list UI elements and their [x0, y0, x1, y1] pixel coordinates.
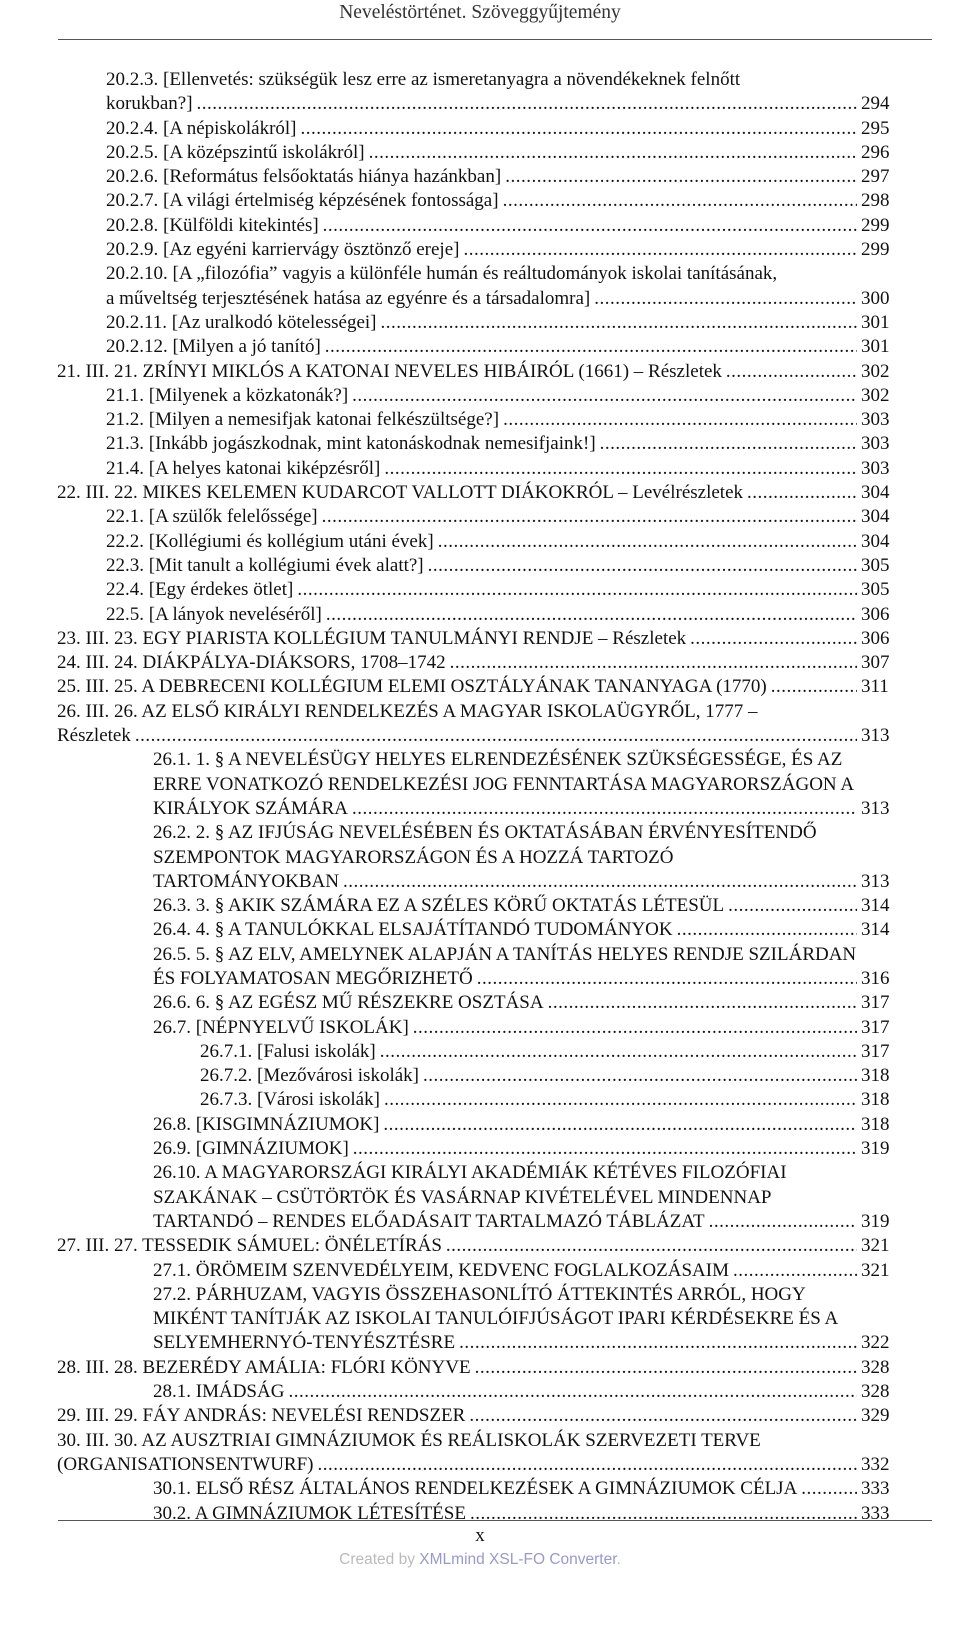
toc-entry-title: 26. III. 26. AZ ELSŐ KIRÁLYI RENDELKEZÉS A MAGYAR ISKOLAÜGYRŐL, 1777 –	[57, 700, 758, 722]
toc-page-number: 317	[861, 992, 890, 1014]
dot-leader	[352, 384, 857, 408]
toc-entry[interactable]	[57, 1137, 907, 1161]
toc-page-number: 321	[861, 1235, 890, 1257]
toc-page-number: 311	[861, 676, 889, 698]
toc-entry-title: 20.2.12. [Milyen a jó tanító]	[106, 336, 321, 358]
toc-entry-title: 20.2.8. [Külföldi kitekintés]	[106, 214, 319, 236]
footer-divider	[58, 1520, 932, 1521]
toc-entry-title: 20.2.10. [A „filozófia” vagyis a különféle humán és reáltudományok iskolai tanításának,	[106, 263, 778, 285]
dot-leader	[297, 578, 857, 602]
toc-entry-title: 20.2.4. [A népiskolákról]	[106, 117, 297, 139]
toc-entry[interactable]	[57, 117, 907, 141]
toc-entry-title: 26.1. 1. § A NEVELÉSÜGY HELYES ELRENDEZÉSÉNEK SZÜKSÉGESSÉGE, ÉS AZ	[153, 749, 843, 771]
toc-page-number: 303	[861, 409, 890, 431]
dot-leader	[323, 214, 857, 238]
dot-leader	[288, 1380, 857, 1404]
toc-entry[interactable]	[57, 1429, 907, 1478]
toc-page-number: 314	[861, 919, 890, 941]
toc-entry-title: (ORGANISATIONSENTWURF)	[57, 1453, 314, 1475]
toc-page-number: 329	[861, 1405, 890, 1427]
toc-page-number: 298	[861, 190, 890, 212]
toc-entry-title: 24. III. 24. DIÁKPÁLYA-DIÁKSORS, 1708–1742	[57, 652, 446, 674]
toc-entry-title: 22.4. [Egy érdekes ötlet]	[106, 579, 294, 601]
toc-page-number: 317	[861, 1016, 890, 1038]
toc-page-number: 306	[861, 603, 890, 625]
toc-page-number: 318	[861, 1089, 890, 1111]
toc-entry-last-line	[153, 1331, 907, 1355]
toc-page-number: 328	[861, 1356, 890, 1378]
toc-entry[interactable]	[57, 578, 907, 602]
toc-entry-last-line	[153, 1210, 907, 1234]
toc-entry[interactable]	[57, 262, 907, 311]
toc-page-number: 318	[861, 1113, 890, 1135]
toc-entry[interactable]	[57, 1040, 907, 1064]
toc-entry[interactable]	[57, 651, 907, 675]
toc-page-number: 301	[861, 311, 890, 333]
dot-leader	[771, 675, 857, 699]
toc-entry-last-line	[153, 967, 907, 991]
toc-entry-title: TARTOMÁNYOKBAN	[153, 870, 339, 892]
toc-entry-title: 25. III. 25. A DEBRECENI KOLLÉGIUM ELEMI OSZTÁLYÁNAK TANANYAGA (1770)	[57, 676, 767, 698]
dot-leader	[747, 481, 857, 505]
toc-entry-title: 20.2.7. [A világi értelmiség képzésének fontossága]	[106, 190, 499, 212]
toc-entry[interactable]	[57, 700, 907, 749]
toc-entry[interactable]	[57, 214, 907, 238]
toc-page-number: 306	[861, 627, 890, 649]
toc-entry-last-line	[153, 870, 907, 894]
toc-page-number: 303	[861, 457, 890, 479]
toc-entry-line	[153, 1283, 907, 1307]
dot-leader	[381, 311, 858, 335]
toc-page-number: 299	[861, 239, 890, 261]
toc-entry-title: 30. III. 30. AZ AUSZTRIAI GIMNÁZIUMOK ÉS REÁLISKOLÁK SZERVEZETI TERVE	[57, 1429, 761, 1451]
dot-leader	[343, 870, 857, 894]
toc-entry-title: 20.2.9. [Az egyéni karriervágy ösztönző ereje]	[106, 239, 460, 261]
dot-leader	[446, 1234, 857, 1258]
credit-suffix: .	[616, 1551, 621, 1568]
toc-entry-title: 26.2. 2. § AZ IFJÚSÁG NEVELÉSÉBEN ÉS OKTATÁSÁBAN ÉRVÉNYESÍTENDŐ	[153, 822, 817, 844]
dot-leader	[801, 1477, 857, 1501]
toc-entry-title: 21.2. [Milyen a nemesifjak katonai felkészültsége?]	[106, 409, 500, 431]
dot-leader	[413, 1016, 857, 1040]
toc-entry[interactable]	[57, 1356, 907, 1380]
dot-leader	[384, 457, 857, 481]
dot-leader	[548, 991, 857, 1015]
toc-page-number: 328	[861, 1381, 890, 1403]
dot-leader	[326, 603, 857, 627]
toc-entry-title: 21.1. [Milyenek a közkatonák?]	[106, 384, 349, 406]
dot-leader	[503, 408, 857, 432]
page-number: x	[475, 1525, 485, 1546]
toc-entry[interactable]	[57, 1064, 907, 1088]
dot-leader	[135, 724, 857, 748]
credit-prefix: Created by	[339, 1551, 420, 1568]
toc-page-number: 317	[861, 1040, 890, 1062]
toc-entry[interactable]	[57, 1404, 907, 1428]
toc-entry-line	[153, 821, 907, 845]
toc-entry[interactable]	[57, 1380, 907, 1404]
dot-leader	[380, 1040, 857, 1064]
toc-entry-line	[57, 700, 907, 724]
toc-entry[interactable]	[57, 821, 907, 894]
toc-entry-title: 21.4. [A helyes katonai kiképzésről]	[106, 457, 381, 479]
toc-entry-last-line	[106, 287, 907, 311]
toc-entry[interactable]	[57, 189, 907, 213]
toc-entry[interactable]	[57, 68, 907, 117]
toc-entry[interactable]	[57, 918, 907, 942]
toc-entry[interactable]	[57, 1088, 907, 1112]
toc-entry-title: 26.9. [GIMNÁZIUMOK]	[153, 1138, 349, 1160]
toc-page-number: 319	[861, 1210, 890, 1232]
dot-leader	[728, 894, 857, 918]
dot-leader	[594, 287, 857, 311]
toc-entry-title: KIRÁLYOK SZÁMÁRA	[153, 797, 348, 819]
toc-entry-line	[153, 1161, 907, 1185]
toc-page-number: 304	[861, 530, 890, 552]
dot-leader	[438, 530, 857, 554]
toc-entry-last-line	[57, 1453, 907, 1477]
toc-entry-title: 26.7.1. [Falusi iskolák]	[200, 1040, 376, 1062]
toc-entry[interactable]	[57, 481, 907, 505]
toc-entry[interactable]	[57, 991, 907, 1015]
toc-entry-line	[153, 773, 907, 797]
dot-leader	[677, 918, 857, 942]
toc-entry-title: 26.4. 4. § A TANULÓKKAL ELSAJÁTÍTANDÓ TUDOMÁNYOK	[153, 919, 673, 941]
toc-entry[interactable]	[57, 943, 907, 992]
toc-entry-title: 26.6. 6. § AZ EGÉSZ MŰ RÉSZEKRE OSZTÁSA	[153, 992, 544, 1014]
toc-page-number: 295	[861, 117, 890, 139]
toc-entry[interactable]	[57, 311, 907, 335]
toc-page-number: 313	[861, 797, 890, 819]
toc-entry[interactable]	[57, 408, 907, 432]
toc-entry-title: 20.2.3. [Ellenvetés: szükségük lesz erre az ismeretanyagra a növendékeknek felnőtt	[106, 69, 741, 90]
toc-entry-title: SZEMPONTOK MAGYARORSZÁGON ÉS A HOZZÁ TARTOZÓ	[153, 846, 674, 868]
toc-entry[interactable]	[57, 1113, 907, 1137]
dot-leader	[733, 1259, 857, 1283]
toc-entry-title: a műveltség terjesztésének hatása az egyénre és a társadalomra]	[106, 287, 591, 309]
toc-entry-title: 26.7.3. [Városi iskolák]	[200, 1089, 380, 1111]
dot-leader	[477, 967, 857, 991]
toc-page-number: 316	[861, 967, 890, 989]
toc-entry[interactable]	[57, 335, 907, 359]
toc-page-number: 305	[861, 579, 890, 601]
dot-leader	[475, 1356, 857, 1380]
toc-entry[interactable]	[57, 675, 907, 699]
toc-entry-title: 22.3. [Mit tanult a kollégiumi évek alatt?]	[106, 554, 424, 576]
toc-entry[interactable]	[57, 1259, 907, 1283]
toc-entry-title: MIKÉNT TANÍTJÁK AZ ISKOLAI TANULÓIFJÚSÁGOT IPARI KÉRDÉSEKRE ÉS A	[153, 1308, 839, 1330]
toc-entry-line	[153, 1186, 907, 1210]
toc-entry-title: 22.1. [A szülők felelőssége]	[106, 506, 318, 528]
dot-leader	[369, 141, 857, 165]
toc-entry-line	[153, 943, 907, 967]
toc-entry-title: 26.8. [KISGIMNÁZIUMOK]	[153, 1113, 380, 1135]
toc-page-number: 314	[861, 895, 890, 917]
toc-entry-title: korukban?]	[106, 93, 193, 115]
toc-entry-title: 27.2. PÁRHUZAM, VAGYIS ÖSSZEHASONLÍTÓ ÁTTEKINTÉS ARRÓL, HOGY	[153, 1283, 806, 1305]
toc-page-number: 304	[861, 506, 890, 528]
running-title: Neveléstörténet. Szöveggyűjtemény	[339, 2, 621, 23]
toc-page-number: 313	[861, 870, 890, 892]
toc-entry[interactable]	[57, 457, 907, 481]
toc-entry-title: 26.5. 5. § AZ ELV, AMELYNEK ALAPJÁN A TANÍTÁS HELYES RENDJE SZILÁRDAN	[153, 943, 857, 965]
credit-brand-link[interactable]: XMLmind XSL-FO Converter	[419, 1551, 617, 1568]
toc-page-number: 304	[861, 482, 890, 504]
toc-page-number: 301	[861, 336, 890, 358]
toc-page-number: 313	[861, 725, 890, 747]
toc-entry-title: Részletek	[57, 725, 131, 747]
toc-entry-last-line	[106, 92, 907, 116]
toc-entry-title: 26.3. 3. § AKIK SZÁMÁRA EZ A SZÉLES KÖRŰ OKTATÁS LÉTESÜL	[153, 895, 725, 917]
toc-entry-line	[153, 846, 907, 870]
toc-entry-line	[106, 68, 907, 92]
toc-entry[interactable]	[57, 894, 907, 918]
dot-leader	[353, 1137, 857, 1161]
toc-page-number: 297	[861, 166, 890, 188]
dot-leader	[301, 117, 857, 141]
toc-page-number: 302	[861, 360, 890, 382]
toc-entry-title: 27.1. ÖRÖMEIM SZENVEDÉLYEIM, KEDVENC FOGLALKOZÁSAIM	[153, 1259, 729, 1281]
toc-page-number: 303	[861, 433, 890, 455]
toc-entry-last-line	[57, 724, 907, 748]
toc-entry[interactable]	[57, 530, 907, 554]
toc-entry[interactable]	[57, 1234, 907, 1258]
dot-leader	[352, 797, 857, 821]
dot-leader	[690, 627, 857, 651]
dot-leader	[383, 1113, 857, 1137]
generator-credit	[0, 1551, 960, 1569]
toc-entry-title: 21. III. 21. ZRÍNYI MIKLÓS A KATONAI NEVELES HIBÁIRÓL (1661) – Részletek	[57, 360, 722, 382]
toc-entry-title: 22.5. [A lányok neveléséről]	[106, 603, 322, 625]
toc-page-number: 332	[861, 1453, 890, 1475]
toc-entry-title: 26.10. A MAGYARORSZÁGI KIRÁLYI AKADÉMIÁK KÉTÉVES FILOZÓFIAI	[153, 1162, 787, 1184]
toc-entry-title: SZAKÁNAK – CSÜTÖRTÖK ÉS VASÁRNAP KIVÉTELÉVEL MINDENNAP	[153, 1186, 772, 1208]
toc-entry-title: 30.2. A GIMNÁZIUMOK LÉTESÍTÉSE	[153, 1502, 466, 1524]
toc-entry[interactable]	[57, 554, 907, 578]
toc-page-number: 302	[861, 384, 890, 406]
dot-leader	[503, 189, 857, 213]
toc-entry-title: 28.1. IMÁDSÁG	[153, 1381, 285, 1403]
dot-leader	[325, 335, 857, 359]
toc-entry[interactable]	[57, 1161, 907, 1234]
toc-entry[interactable]	[57, 505, 907, 529]
toc-entry-title: ÉS FOLYAMATOSAN MEGŐRIZHETŐ	[153, 967, 473, 989]
toc-entry[interactable]	[57, 627, 907, 651]
toc-entry-title: 20.2.6. [Református felsőoktatás hiánya hazánkban]	[106, 166, 502, 188]
toc-entry[interactable]	[57, 432, 907, 456]
dot-leader	[384, 1088, 857, 1112]
toc-entry-title: 26.7. [NÉPNYELVŰ ISKOLÁK]	[153, 1016, 409, 1038]
toc-entry[interactable]	[57, 165, 907, 189]
toc-entry[interactable]	[57, 1016, 907, 1040]
toc-page-number: 296	[861, 141, 890, 163]
toc-entry[interactable]	[57, 238, 907, 262]
toc-entry[interactable]	[57, 1477, 907, 1501]
toc-entry-title: 21.3. [Inkább jogászkodnak, mint katonáskodnak nemesifjaink!]	[106, 433, 596, 455]
toc-entry[interactable]	[57, 1502, 907, 1526]
toc-entry[interactable]	[57, 384, 907, 408]
toc-entry-title: 27. III. 27. TESSEDIK SÁMUEL: ÖNÉLETÍRÁS	[57, 1235, 442, 1257]
toc-page-number: 322	[861, 1332, 890, 1354]
page-header	[0, 0, 960, 40]
dot-leader	[470, 1502, 857, 1526]
dot-leader	[450, 651, 857, 675]
toc-entry-title: 26.7.2. [Mezővárosi iskolák]	[200, 1065, 419, 1087]
toc-entry-title: SELYEMHERNYÓ-TENYÉSZTÉSRE	[153, 1332, 456, 1354]
toc-entry-line	[57, 1429, 907, 1453]
toc-entry-title: 22.2. [Kollégiumi és kollégium utáni évek]	[106, 530, 434, 552]
toc-page-number: 307	[861, 652, 890, 674]
toc-page-number: 300	[861, 287, 890, 309]
dot-leader	[726, 360, 857, 384]
toc-entry-title: ERRE VONATKOZÓ RENDELKEZÉSI JOG FENNTARTÁSA MAGYARORSZÁGON A	[153, 773, 855, 795]
toc-entry[interactable]	[57, 1283, 907, 1356]
toc-entry-title: 22. III. 22. MIKES KELEMEN KUDARCOT VALLOTT DIÁKOKRÓL – Levélrészletek	[57, 482, 744, 504]
toc-entry[interactable]	[57, 141, 907, 165]
toc-entry-title: 28. III. 28. BEZERÉDY AMÁLIA: FLÓRI KÖNYVE	[57, 1356, 471, 1378]
dot-leader	[469, 1404, 857, 1428]
toc-page-number: 299	[861, 214, 890, 236]
dot-leader	[505, 165, 857, 189]
toc-entry-last-line	[153, 797, 907, 821]
toc-page-number: 294	[861, 93, 890, 115]
toc-page-number: 333	[861, 1478, 890, 1500]
dot-leader	[459, 1331, 857, 1355]
toc-entry-title: 30.1. ELSŐ RÉSZ ÁLTALÁNOS RENDELKEZÉSEK A GIMNÁZIUMOK CÉLJA	[153, 1478, 798, 1500]
dot-leader	[423, 1064, 857, 1088]
dot-leader	[709, 1210, 857, 1234]
toc-entry-line	[153, 748, 907, 772]
toc-page-number: 305	[861, 554, 890, 576]
toc-entry[interactable]	[57, 360, 907, 384]
toc-entry-line	[153, 1307, 907, 1331]
toc-entry-title: 20.2.5. [A középszintű iskolákról]	[106, 141, 365, 163]
dot-leader	[322, 505, 857, 529]
dot-leader	[600, 432, 857, 456]
dot-leader	[318, 1453, 858, 1477]
toc-page-number: 318	[861, 1065, 890, 1087]
toc-entry-line	[106, 262, 907, 286]
toc-page-number: 321	[861, 1259, 890, 1281]
toc-entry[interactable]	[57, 748, 907, 821]
toc-page-number: 319	[861, 1138, 890, 1160]
toc-entry-title: TARTANDÓ – RENDES ELŐADÁSAIT TARTALMAZÓ TÁBLÁZAT	[153, 1210, 705, 1232]
toc-page-number: 333	[861, 1502, 890, 1524]
toc-entry-title: 20.2.11. [Az uralkodó kötelességei]	[106, 311, 377, 333]
header-divider	[58, 39, 932, 40]
toc-entry[interactable]	[57, 603, 907, 627]
dot-leader	[197, 92, 857, 116]
toc-entry-title: 23. III. 23. EGY PIARISTA KOLLÉGIUM TANULMÁNYI RENDJE – Részletek	[57, 627, 687, 649]
dot-leader	[428, 554, 857, 578]
dot-leader	[463, 238, 857, 262]
toc-entry-title: 29. III. 29. FÁY ANDRÁS: NEVELÉSI RENDSZER	[57, 1405, 466, 1427]
table-of-contents	[57, 68, 907, 1526]
